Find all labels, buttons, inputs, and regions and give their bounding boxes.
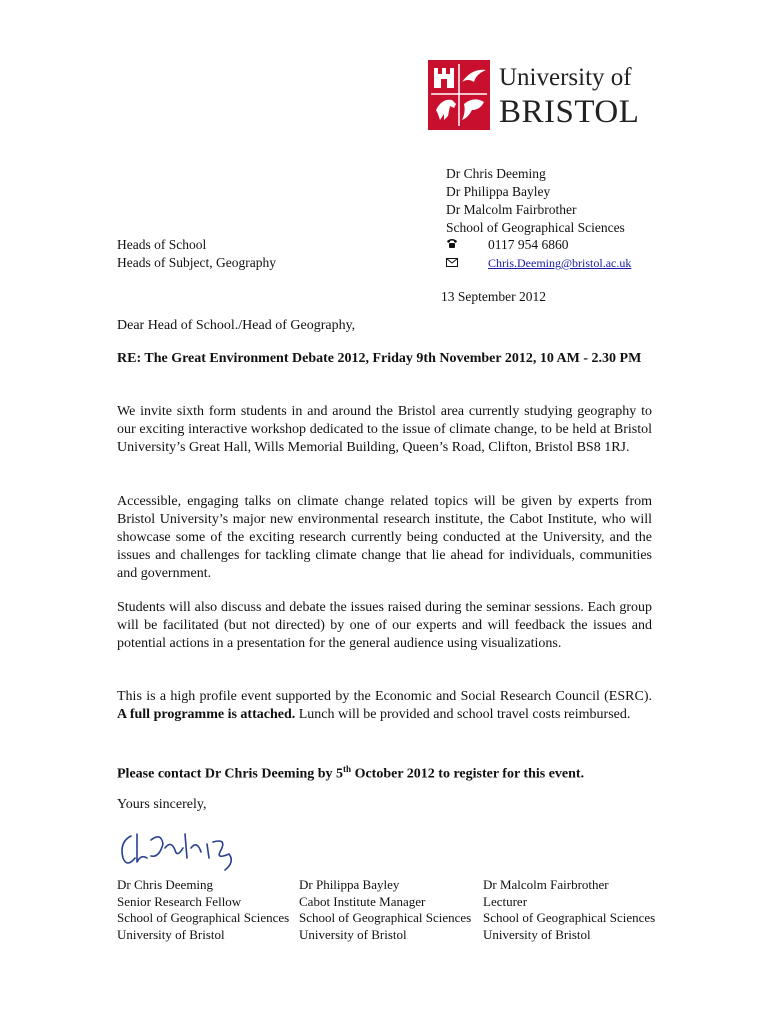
sender-name-3: Dr Malcolm Fairbrother — [446, 202, 577, 217]
paragraph-3: Students will also discuss and debate the issues raised during the seminar sessions. Each group will be facilitated (but not directed) by one of our experts and will feedback the issues and potential actions in a presentation for the general audience using visualizations. — [117, 600, 652, 651]
signatory-3 — [483, 877, 655, 943]
paragraph-5-part2: October 2012 to register for this event. — [351, 766, 585, 782]
paragraph-5-sup: th — [343, 764, 352, 774]
sender-name-2: Dr Philippa Bayley — [446, 184, 551, 199]
handwritten-signature — [117, 818, 257, 876]
letter-date: 13 September 2012 — [441, 289, 546, 304]
sender-name-1: Dr Chris Deeming — [446, 166, 546, 181]
paragraph-5 — [117, 760, 652, 784]
logo-text-line1: University of — [499, 64, 632, 91]
signatory-uni: University of Bristol — [117, 926, 225, 942]
paragraph-5-part1: Please contact Dr Chris Deeming by 5 — [117, 766, 344, 782]
paragraph-4-part2: Lunch will be provided and school travel costs reimbursed. — [295, 707, 631, 722]
recipient-line2: Heads of Subject, Geography — [117, 255, 276, 270]
signatory-name: Dr Malcolm Fairbrother — [483, 877, 609, 892]
signatory-uni: University of Bristol — [483, 926, 591, 942]
university-logo — [428, 58, 653, 130]
envelope-icon — [446, 254, 488, 272]
phone-icon — [446, 236, 488, 254]
sender-school: School of Geographical Sciences — [446, 220, 625, 235]
signatory-name: Dr Philippa Bayley — [299, 877, 400, 892]
recipient-line1: Heads of School — [117, 237, 207, 252]
paragraph-1: We invite sixth form students in and around the Bristol area currently studying geography to our exciting interactive workshop dedicated to the issue of climate change, to be held at Bristol University’s Great Hall, Wills Memorial Building, Queen’s Road, Clifton, Bristol BS8 1RJ. — [117, 404, 652, 455]
phone-row — [446, 236, 569, 254]
paragraph-4-bold: A full programme is attached. — [117, 707, 296, 722]
signatory-2 — [299, 877, 471, 943]
sender-block — [446, 165, 625, 237]
paragraph-4 — [117, 688, 652, 724]
recipient-block — [117, 236, 276, 272]
email-row — [446, 254, 631, 272]
signatory-school: School of Geographical Sciences — [299, 910, 472, 925]
signatory-title: Senior Research Fellow — [117, 893, 242, 909]
crest-icon — [428, 60, 490, 130]
signatory-school: School of Geographical Sciences — [117, 910, 290, 925]
phone-number: 0117 954 6860 — [488, 237, 569, 252]
signatory-name: Dr Chris Deeming — [117, 877, 214, 892]
signatory-title: Lecturer — [483, 893, 528, 909]
signatory-uni: University of Bristol — [299, 926, 407, 942]
paragraph-2: Accessible, engaging talks on climate change related topics will be given by experts from Bristol University’s major new environmental research institute, the Cabot Institute, who will showcase some of the exciting research currently being conducted at the University, and the issues and challenges for tackling climate change that lie ahead for individuals, communities and government. — [117, 494, 652, 581]
paragraph-4-part1: This is a high profile event supported by the Economic and Social Research Council (ESRC). — [117, 689, 652, 704]
signatory-1 — [117, 877, 289, 943]
closing: Yours sincerely, — [117, 797, 207, 812]
signatory-title: Cabot Institute Manager — [299, 893, 426, 909]
logo-text-line2: BRISTOL — [499, 94, 640, 130]
signatory-school: School of Geographical Sciences — [483, 910, 656, 925]
subject-line: RE: The Great Environment Debate 2012, Friday 9th November 2012, 10 AM - 2.30 PM — [117, 351, 642, 366]
salutation: Dear Head of School./Head of Geography, — [117, 318, 356, 333]
email-link[interactable]: Chris.Deeming@bristol.ac.uk — [488, 256, 632, 270]
